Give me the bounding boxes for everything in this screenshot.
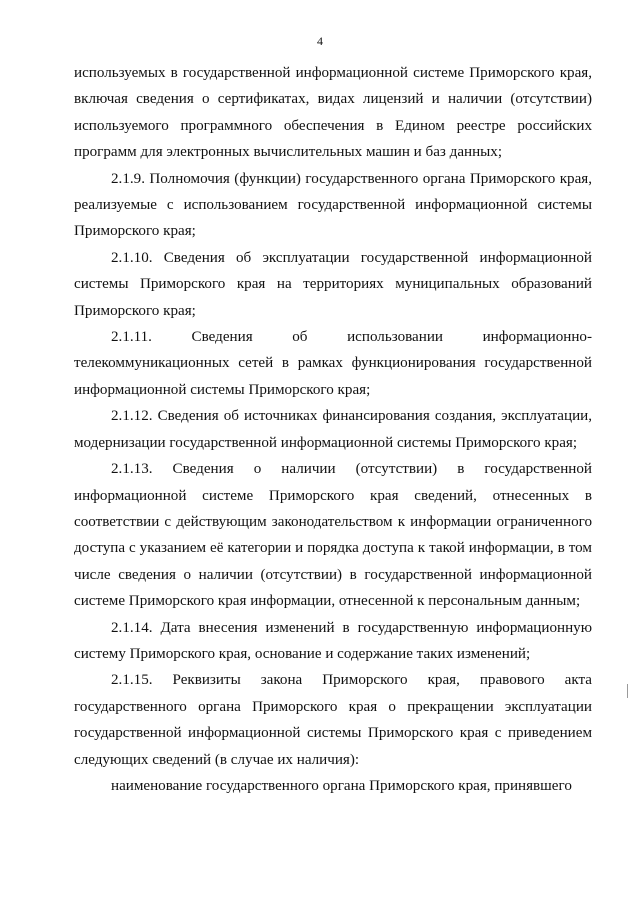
document-body [74,60,592,799]
paragraph-2-1-9: 2.1.9. Полномочия (функции) государственного органа Приморского края, реализуемые с использованием государственной информационной системы Приморского края; [74,170,592,240]
paragraph-2-1-11: 2.1.11. Сведения об использовании информационно-телекоммуникационных сетей в рамках функционирования государственной информационной системы Приморского края; [74,329,592,398]
paragraph-2-1-13: 2.1.13. Сведения о наличии (отсутствии) в государственной информационной системе Приморского края сведений, отнесенных в соответствии с действующим законодательством к информации ограниченного доступа с указанием её категории и порядка доступа к такой информации, в том числе сведения о наличии (отсутствии) в государственной информационной системе Приморского края информации, отнесенной к персональным данным; [74,461,592,610]
page-number: 4 [317,34,323,48]
paragraph-continuation: используемых в государственной информационной системе Приморского края, включая сведения о сертификатах, видах лицензий и наличии (отсутствии) используемого программного обеспечения в Едином реестре российских программ для электронных вычислительных машин и баз данных; [74,65,592,161]
paragraph-2-1-12: 2.1.12. Сведения об источниках финансирования создания, эксплуатации, модернизации государственной информационной системы Приморского края; [74,408,592,451]
paragraph-2-1-14: 2.1.14. Дата внесения изменений в государственную информационную систему Приморского края, основание и содержание таких изменений; [74,619,592,662]
paragraph-2-1-10: 2.1.10. Сведения об эксплуатации государственной информационной системы Приморского края на территориях муниципальных образований Приморского края; [74,249,592,319]
paragraph-issuing-authority: наименование государственного органа Приморского края, принявшего [111,777,572,794]
scan-margin-mark [627,684,628,698]
paragraph-2-1-15: 2.1.15. Реквизиты закона Приморского края, правового акта государственного органа Приморского края о прекращении эксплуатации государственной информационной системы Приморского края с приведением следующих сведений (в случае их наличия): [74,672,592,768]
